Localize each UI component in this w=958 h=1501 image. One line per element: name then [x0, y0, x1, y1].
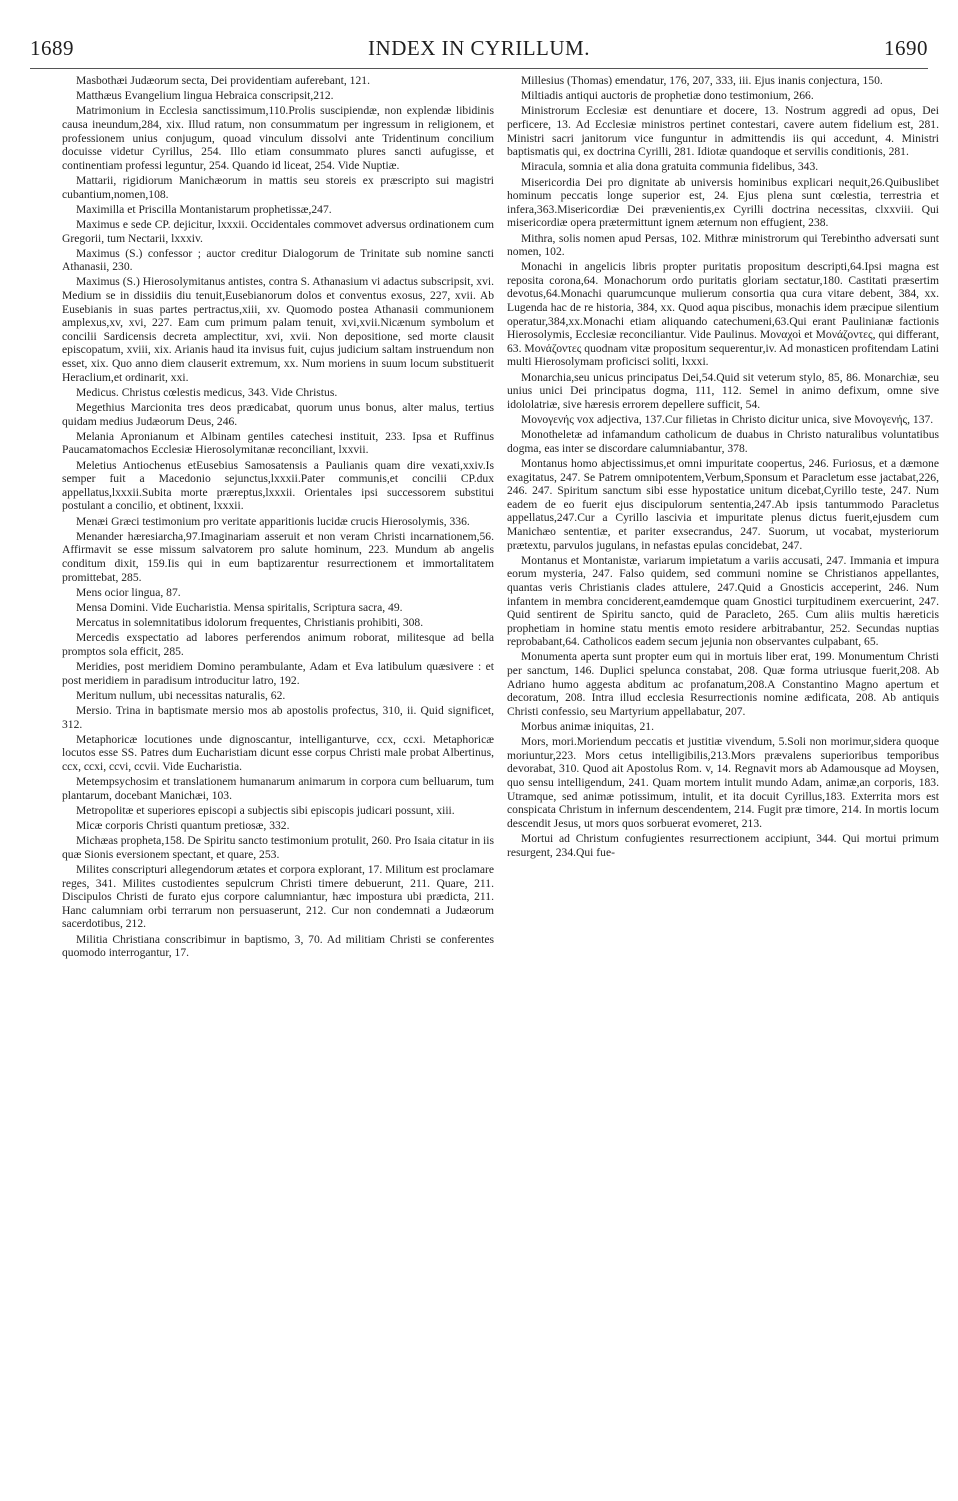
- page-number-left: 1689: [30, 36, 74, 60]
- index-entry: Maximilla et Priscilla Montanistarum prophetissæ,247.: [76, 202, 332, 216]
- index-entry: Matrimonium in Ecclesia sanctissimum,110.Prolis suscipiendæ, non explendæ libidinis causa ineundum,284, xix. Illud ratum, non consummatum per ingressum in religionem, et professionem unius conjugum, quoad vinculum dissolvi ante Tridentinum concilium docuisse videtur Cyrillus, 254. Illo etiam consummato plures sancti aufugisse, et continentiam professi leguntur, 254. Quando id liceat, 254. Vide Nuptiæ.: [62, 104, 494, 172]
- index-entry: Metropolitæ et superiores episcopi a subjectis sibi episcopis judicari possunt, xiii.: [76, 803, 455, 817]
- index-entry: Melania Apronianum et Albinam gentiles catechesi instituit, 233. Ipsa et Ruffinus Paucamatomachos Ecclesiæ Hierosolymitanæ reconciliant, lxxvii.: [62, 429, 494, 457]
- right-column: [507, 74, 939, 1494]
- index-entry: Miltiadis antiqui auctoris de prophetiæ dono testimonium, 266.: [521, 89, 814, 103]
- index-entry: Maximus (S.) Hierosolymitanus antistes, contra S. Athanasium vi adactus subscripsit, xvi. Medium se in dissidiis diu tenuit,Eusebianorum dolos et conventus exosus, 227, xvii. Ab Eusebianis in suas partes pertractus,xiii, xv. Quomodo postea Athanasii communionem amplexus,xv, xvi, 227. Eam cum primum palam tenuit, xvi,xvii.Nicænum symbolum et concilii Sardicensis decreta amplectitur, xvi, xvii. Non depositione, sed morte clausit episcopatum, xviii, xix. Arianis haud ita invisus fuit, cujus judicium saltam instruendum non esset, xix. Quo anno diem clauserit extremum, xx. Num moriens in suum locum substituerit Heraclium,et ordinarit, xxi.: [62, 275, 494, 384]
- index-entry: Misericordia Dei pro dignitate ab universis hominibus explicari nequit,26.Quibuslibet hominum peccatis longe superior est, 24. Ejus plena sunt cœlestia, terrestria et infera,363.Misericordiæ Dei prævenientis,ex Cyrilli doctrina necessitas, clxxviii. Qui misericordiæ opera prætermittunt ignem æternum non effugient, 238.: [507, 175, 939, 230]
- left-column: [62, 74, 494, 1494]
- index-entry: Meritum nullum, ubi necessitas naturalis, 62.: [76, 688, 286, 702]
- index-entry: Monotheletæ ad infamandum catholicum de duabus in Christo naturalibus voluntatibus dogma, eas inter se discordare calumniabantur, 378.: [507, 428, 939, 455]
- index-entry: Millesius (Thomas) emendatur, 176, 207, 333, iii. Ejus inanis conjectura, 150.: [521, 74, 883, 87]
- page-title: INDEX IN CYRILLUM.: [368, 36, 590, 60]
- index-entry: Menander hæresiarcha,97.Imaginariam asseruit et non veram Christi incarnationem,56. Affirmavit se esse missum salvatorem pro salute hominum, 223. Mundum ab angelis conditum dixit, 159.Iis qui in eum baptizarentur resurrectionem et immortalitatem promittebat, 285.: [62, 529, 494, 584]
- index-entry: Milites conscripturi allegendorum ætates et corpora explorant, 17. Militum est proclamare reges, 341. Milites custodientes sepulcrum Christi timere debuerunt, 211. Quare, 211. Discipulos Christi de furato ejus corpore calumniantur, hæc impostura ubi prædicta, 211. Hanc calumniam orbi terrarum non persuaserunt, 212. Cur non condemnati a Judæorum sacerdotibus, 212.: [62, 863, 494, 931]
- index-entry: Mattarii, rigidiorum Manichæorum in mattis seu storeis ex præscripto sui magistri cubantium,nomen,108.: [62, 173, 494, 201]
- index-entry: Masbothæi Judæorum secta, Dei providentiam auferebant, 121.: [76, 74, 370, 87]
- index-entry: Meridies, post meridiem Domino perambulante, Adam et Eva latibulum quæsivere : et post meridiem in paradisum introducitur latro, 192.: [62, 660, 494, 687]
- index-entry: Mortui ad Christum confugientes resurrectionem accipiunt, 344. Qui mortui primum resurgent, 234.Qui fue-: [507, 831, 939, 859]
- index-entry: Morbus animæ iniquitas, 21.: [521, 720, 655, 734]
- index-entry: Maximus (S.) confessor ; auctor creditur Dialogorum de Trinitate sub nomine sancti Athanasii, 230.: [62, 246, 494, 274]
- page-header: [30, 36, 928, 70]
- index-entry: Monumenta aperta sunt propter eum qui in mortuis liber erat, 199. Monumentum Christi per sanctum, 146. Duplici spelunca constabat, 208. Quæ forma utriusque fuerit,208. Ab Adriano humo aggesta abditum ac profanatum,208.A Constantino Magno apertum et decoratum, 208. Intra illud ecclesia Resurrectionis nomine ædificata, 208. Ab antiquis Christi confessio, seu Martyrium appellabatur, 207.: [507, 650, 939, 718]
- index-entry: Mercatus in solemnitatibus idolorum frequentes, Christianis prohibiti, 308.: [76, 616, 424, 630]
- index-entry: Montanus homo abjectissimus,et omni impuritate coopertus, 246. Furiosus, et a dæmone exagitatus, 247. Se Patrem omnipotentem,Verbum,Sponsum et Paracletum esse jactabat,226, 246. 247. Spiritum sanctum sibi esse hypostatice unitum dicebat,Cyrillo teste, 247. Num eadem de eo fuerit ejus discipulorum sententia,247.Ab ipsis tantummodo Paracletus appellatus,247.Cur a Cyrillo lascivia et impuritate plenus dictus fuerit,ejusdem cum Manichæo sententiæ, et pariter exsecrandus, 247. Suorum, ut vocabat, mysteriorum prætextu, parvulos jugulans, in nefastas epulas concidebat, 247.: [507, 456, 939, 552]
- index-entry: Matthæus Evangelium lingua Hebraica conscripsit,212.: [76, 89, 334, 103]
- page-number-right: 1690: [884, 36, 928, 60]
- index-entry: Miracula, somnia et alia dona gratuita communia fidelibus, 343.: [521, 160, 819, 174]
- index-entry: Meletius Antiochenus etEusebius Samosatensis a Paulianis quam dire vexati,xxiv.Is semper fuit a Macedonio sejunctus,lxxxii.Pater communis,et concilii CP.dux appellatus,lxxxii.Subita morte præreptus,lxxxii. Orientales ipsi successorem substitui postulant a concilio, et obtinent, lxxxii.: [62, 458, 494, 513]
- index-entry: Monarchia,seu unicus principatus Dei,54.Quid sit veterum stylo, 85, 86. Monarchiæ, seu unius unici Dei principatus dogma, 111, 112. Semel in animo defixum, omne sive idololatriæ, sive hæresis errorem depellere sufficit, 54.: [507, 370, 939, 411]
- index-entry: Metaphoricæ locutiones unde dignoscantur, intelliganturve, ccx, ccxi. Metaphoricæ locutos esse SS. Patres dum Eucharistiam dicunt esse corpus Christi male probat Albertinus, ccx, ccxi, ccvi, ccvii. Vide Eucharistia.: [62, 732, 494, 773]
- index-entry: Militia Christiana conscribimur in baptismo, 3, 70. Ad militiam Christi se conferentes quomodo interrogantur, 17.: [62, 932, 494, 960]
- index-entry: Montanus et Montanistæ, variarum impietatum a variis accusati, 247. Immania et impura eorum mysteria, 247. Falso quidem, sed communi nomine se Christianos appellantes, quantas veris Christianis clades attulere, 247.Quid a Gnosticis acceperint, 246. Num infantem in membra conciderent,eamdemque quam Gnostici turpitudinem exercuerint, 247. Quid sentirent de Spiritu sancto, quid de Paracleto, 265. Cum aliis multis hæreticis prophetiam in homine statu mentis emoto residere arbitrabantur, 252. Secundas nuptias reprobabant,64. Catholicos eadem secum jejunia non observantes culpabant, 65.: [507, 553, 939, 649]
- index-entry: Metempsychosim et translationem humanarum animarum in corpora cum belluarum, tum plantarum, docebant Manichæi, 103.: [62, 775, 494, 802]
- index-entry: Monachi in angelicis libris propter puritatis propositum descripti,64.Ipsi magna est reposita corona,64. Monachorum ordo puritatis gloriam sectatur,180. Castitati præsertim devotus,64.Monachi quarumcunque mulierum consortia qua cura vitare debent, 384, xx. Lugenda hac de re historia, 384, xx. Quod aqua piscibus, monachis idem præcipue silentium operatur,384,xx.Monachi etiam aliquando catechumeni,63.Qui erant Paulinianæ factionis Hierosolymis, Ecclesiæ reconciliantur. Vide Paulinus. Μοναχοὶ et Μονάζοντες, qui differant, 63. Μονάζοντες quodnam vitæ propositum sequerentur,iv. Ad monasticen profitendam Latini multi Hierosolymam proficisci soliti, lxxxi.: [507, 260, 939, 369]
- index-entry: Maximus e sede CP. dejicitur, lxxxii. Occidentales commovet adversus ordinationem cum Gregorii, tum Nectarii, lxxxiv.: [62, 217, 494, 245]
- index-entry: Micæ corporis Christi quantum pretiosæ, 332.: [76, 819, 290, 833]
- index-entry: Mercedis exspectatio ad labores perferendos animum roborat, militesque ad bella promptos sola efficit, 285.: [62, 631, 494, 658]
- index-entry: Michæas propheta,158. De Spiritu sancto testimonium protulit, 260. Pro Isaia citatur in iis quæ Sionis eversionem spectant, et quare, 253.: [62, 834, 494, 861]
- index-entry: Menæi Græci testimonium pro veritate apparitionis lucidæ crucis Hierosolymis, 336.: [76, 514, 470, 528]
- index-entry: Mersio. Trina in baptismate mersio mos ab apostolis profectus, 310, ii. Quid significet, 312.: [62, 704, 494, 731]
- index-entry: Mors, mori.Moriendum peccatis et justitiæ vivendum, 5.Soli non morimur,sidera quoque moriuntur,223. Mors cetus intelligibilis,213.Mors prævalens superioribus temporibus devorabat, 310. Quod ait Apostolus Rom. v, 14. Regnavit mors ab Adamousque ad Moysen, quo sensu intelligendum, 241. Quam mortem intulit mundo Adam, animæ,an corporis, 183. Utramque, sed animæ potissimum, intulit, et ita docuit Cyrillus,183. Exterrita mors est conspicata Christum in infernum descendentem, 214. Fugit præ timore, 214. In mortis locum descendit Jesus, ut mors quos sorbuerat evomeret, 213.: [507, 735, 939, 830]
- index-entry: Megethius Marcionita tres deos prædicabat, quorum unus bonus, alter malus, tertius quidam medius Judæorum Deus, 246.: [62, 401, 494, 428]
- index-entry: Medicus. Christus cœlestis medicus, 343. Vide Christus.: [76, 385, 338, 399]
- index-entry: Mithra, solis nomen apud Persas, 102. Mithræ ministrorum qui Terebintho adversati sunt nomen, 102.: [507, 231, 939, 259]
- header-rule: [30, 68, 928, 69]
- index-entry: Μονογενής vox adjectiva, 137.Cur filietas in Christo dicitur unica, sive Μονογενής, 137.: [521, 413, 934, 426]
- index-entry: Mens ocior lingua, 87.: [76, 585, 181, 599]
- index-entry: Mensa Domini. Vide Eucharistia. Mensa spiritalis, Scriptura sacra, 49.: [76, 600, 403, 614]
- index-entry: Ministrorum Ecclesiæ est denuntiare et docere, 13. Nostrum aggredi ad opus, Dei perficere, 13. Ad Ecclesiæ ministros pertinet contestari, cavere autem fidelium est, 281. Ministri sacri janitorum vice funguntur in admittendis iis qui accedunt, 4. Ministri baptismatis qui, ex doctrina Cyrilli, 281. Idiotæ quandoque et servilis conditionis, 281.: [507, 104, 939, 159]
